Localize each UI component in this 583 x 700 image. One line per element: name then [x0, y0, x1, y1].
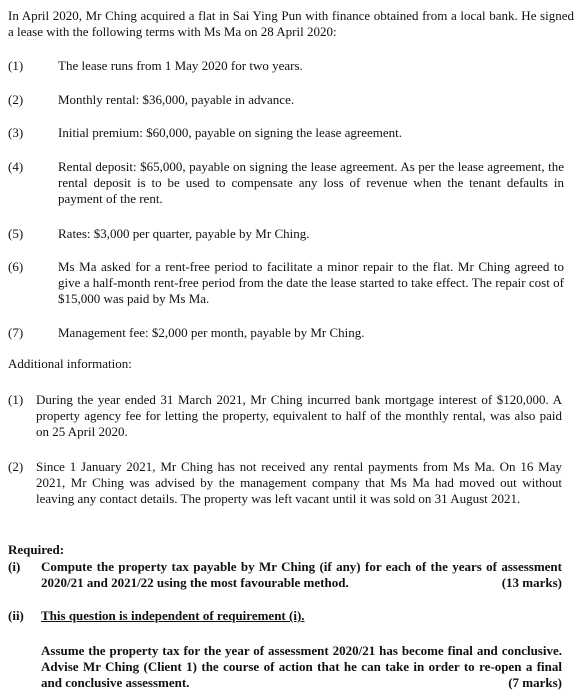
required-heading: Required:: [8, 542, 65, 557]
term-text: Initial premium: $60,000, payable on signing the lease agreement.: [58, 125, 403, 140]
term-number: (7): [8, 325, 24, 340]
term-text: Ms Ma asked for a rent-free period to facilitate a minor repair to the flat. Mr Ching agreed to give a half-month rent-free period from the date the lease started to take effect. The repair cost of $15,000 was paid by Ms Ma.: [58, 259, 564, 306]
term-number: (2): [8, 92, 24, 107]
additional-number: (2): [8, 459, 24, 474]
additional-info-heading: Additional information:: [8, 356, 132, 371]
additional-text: During the year ended 31 March 2021, Mr Ching incurred bank mortgage interest of $120,000. A property agency fee for letting the property, equivalent to half of the monthly rental, was also paid on 25 April 2020.: [36, 392, 562, 439]
intro-paragraph: In April 2020, Mr Ching acquired a flat in Sai Ying Pun with finance obtained from a local bank. He signed a lease with the following terms with Ms Ma on 28 April 2020:: [8, 8, 574, 39]
requirement-number: (i): [8, 559, 21, 574]
additional-text: Since 1 January 2021, Mr Ching has not received any rental payments from Ms Ma. On 16 May 2021, Mr Ching was advised by the management company that Ms Ma had moved out without leaving any contact details. The property was left vacant until it was sold on 31 August 2021.: [36, 459, 562, 506]
requirement-text: Assume the property tax for the year of assessment 2020/21 has become final and conclusive. Advise Mr Ching (Client 1) the course of action that he can take in order to re-open a final and conclusive assessment.: [41, 643, 562, 690]
requirement-body: [41, 559, 562, 591]
term-number: (3): [8, 125, 24, 140]
requirement-body: [41, 643, 562, 691]
term-number: (4): [8, 159, 24, 174]
term-text: Rates: $3,000 per quarter, payable by Mr Ching.: [58, 226, 310, 241]
term-text: The lease runs from 1 May 2020 for two years.: [58, 58, 303, 73]
term-text: Monthly rental: $36,000, payable in advance.: [58, 92, 295, 107]
term-number: (5): [8, 226, 24, 241]
marks-label: (13 marks): [501, 575, 562, 590]
term-number: (6): [8, 259, 24, 274]
additional-number: (1): [8, 392, 24, 407]
term-number: (1): [8, 58, 24, 73]
requirement-number: (ii): [8, 608, 24, 623]
requirement-heading: This question is independent of requirement (i).: [41, 608, 305, 623]
term-text: Rental deposit: $65,000, payable on signing the lease agreement. As per the lease agreement, the rental deposit is to be used to compensate any loss of revenue when the tenant defaults in payment of the rent.: [58, 159, 564, 206]
requirement-text: Compute the property tax payable by Mr Ching (if any) for each of the years of assessment 2020/21 and 2021/22 using the most favourable method.: [41, 559, 562, 590]
marks-label: (7 marks): [508, 675, 562, 690]
term-text: Management fee: $2,000 per month, payable by Mr Ching.: [58, 325, 365, 340]
